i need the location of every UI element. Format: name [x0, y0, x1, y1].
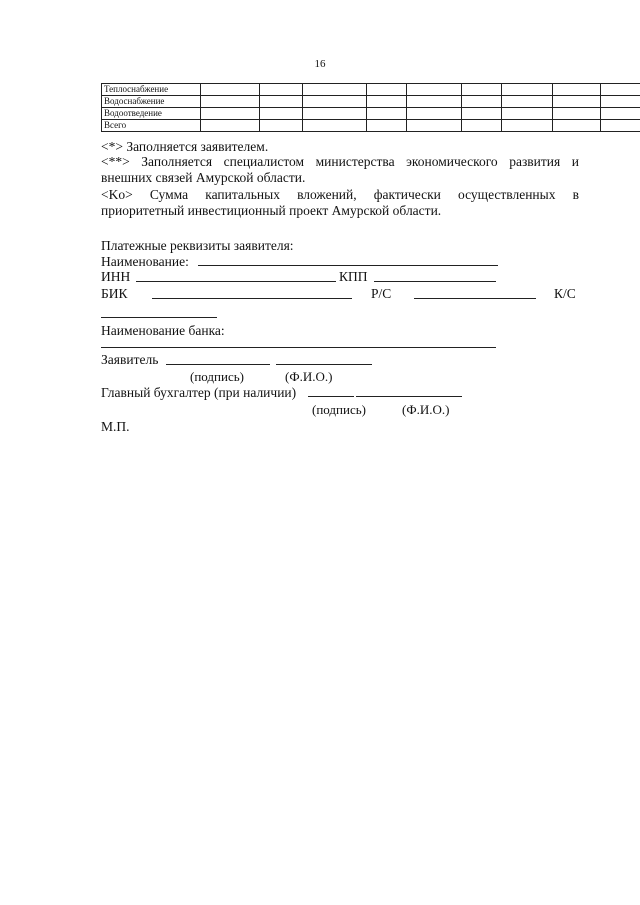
table-cell[interactable]: [201, 120, 260, 132]
table-cell[interactable]: [407, 120, 462, 132]
table-cell[interactable]: [260, 84, 303, 96]
stamp-place: М.П.: [101, 419, 130, 434]
table-cell[interactable]: [367, 108, 407, 120]
table-row: [102, 108, 640, 120]
table-body: [102, 84, 640, 132]
applicant-sign-line[interactable]: [166, 364, 270, 365]
table-cell[interactable]: [601, 96, 640, 108]
accountant-fio-line[interactable]: [356, 396, 462, 397]
table-row-label: Водоотведение: [102, 108, 201, 120]
table-cell[interactable]: [303, 84, 367, 96]
note-ministry-line2: внешних связей Амурской области.: [101, 170, 306, 185]
ks-label: К/С: [554, 286, 576, 301]
table-cell[interactable]: [502, 96, 553, 108]
table-cell[interactable]: [260, 108, 303, 120]
table-cell[interactable]: [601, 84, 640, 96]
applicant-sign-caption: (подпись): [190, 369, 244, 384]
table-cell[interactable]: [553, 108, 601, 120]
requisites-heading: Платежные реквизиты заявителя:: [101, 238, 294, 253]
ks-field-line[interactable]: [101, 317, 217, 318]
kpp-label: КПП: [339, 269, 368, 284]
accountant-label: Главный бухгалтер (при наличии): [101, 385, 297, 400]
rs-label: Р/С: [371, 286, 392, 301]
table-cell[interactable]: [201, 96, 260, 108]
table-cell[interactable]: [462, 120, 502, 132]
table-cell[interactable]: [303, 108, 367, 120]
table-row: [102, 96, 640, 108]
table-cell[interactable]: [303, 120, 367, 132]
name-label: Наименование:: [101, 254, 189, 269]
table-cell[interactable]: [553, 120, 601, 132]
table-row: [102, 120, 640, 132]
note-ministry-line1: <**> Заполняется специалистом министерства экономического развития и: [101, 154, 579, 169]
table-cell[interactable]: [601, 108, 640, 120]
applicant-fio-line[interactable]: [276, 364, 372, 365]
note-ko-line1: <Ko> Сумма капитальных вложений, фактически осуществленных в: [101, 187, 579, 202]
table-cell[interactable]: [407, 96, 462, 108]
utilities-table: [101, 83, 640, 132]
page-number: 16: [314, 58, 326, 70]
table-cell[interactable]: [553, 96, 601, 108]
table-cell[interactable]: [260, 120, 303, 132]
table-row-label: Водоснабжение: [102, 96, 201, 108]
table-cell[interactable]: [201, 84, 260, 96]
table-cell[interactable]: [367, 120, 407, 132]
table-cell[interactable]: [502, 84, 553, 96]
table-cell[interactable]: [601, 120, 640, 132]
table-cell[interactable]: [553, 84, 601, 96]
inn-field-line[interactable]: [136, 281, 336, 282]
inn-label: ИНН: [101, 269, 131, 284]
table-row: [102, 84, 640, 96]
accountant-fio-caption: (Ф.И.О.): [402, 402, 450, 417]
table-cell[interactable]: [462, 108, 502, 120]
table-cell[interactable]: [303, 96, 367, 108]
table-cell[interactable]: [367, 84, 407, 96]
note-ko-line2: приоритетный инвестиционный проект Амурской области.: [101, 203, 442, 218]
table-cell[interactable]: [462, 84, 502, 96]
table-cell[interactable]: [502, 120, 553, 132]
table-row-label: Всего: [102, 120, 201, 132]
bik-label: БИК: [101, 286, 128, 301]
table-cell[interactable]: [367, 96, 407, 108]
bank-field-line[interactable]: [101, 347, 496, 348]
applicant-fio-caption: (Ф.И.О.): [285, 369, 333, 384]
rs-field-line[interactable]: [414, 298, 536, 299]
table-cell[interactable]: [407, 108, 462, 120]
table-row-label: Теплоснабжение: [102, 84, 201, 96]
kpp-field-line[interactable]: [374, 281, 496, 282]
applicant-label: Заявитель: [101, 352, 159, 367]
accountant-sign-caption: (подпись): [312, 402, 366, 417]
table-cell[interactable]: [407, 84, 462, 96]
bik-field-line[interactable]: [152, 298, 352, 299]
table-cell[interactable]: [462, 96, 502, 108]
accountant-sign-line[interactable]: [308, 396, 354, 397]
note-applicant: <*> Заполняется заявителем.: [101, 139, 269, 154]
bank-label: Наименование банка:: [101, 323, 225, 338]
table-cell[interactable]: [502, 108, 553, 120]
table-cell[interactable]: [201, 108, 260, 120]
table-cell[interactable]: [260, 96, 303, 108]
name-field-line[interactable]: [198, 265, 498, 266]
